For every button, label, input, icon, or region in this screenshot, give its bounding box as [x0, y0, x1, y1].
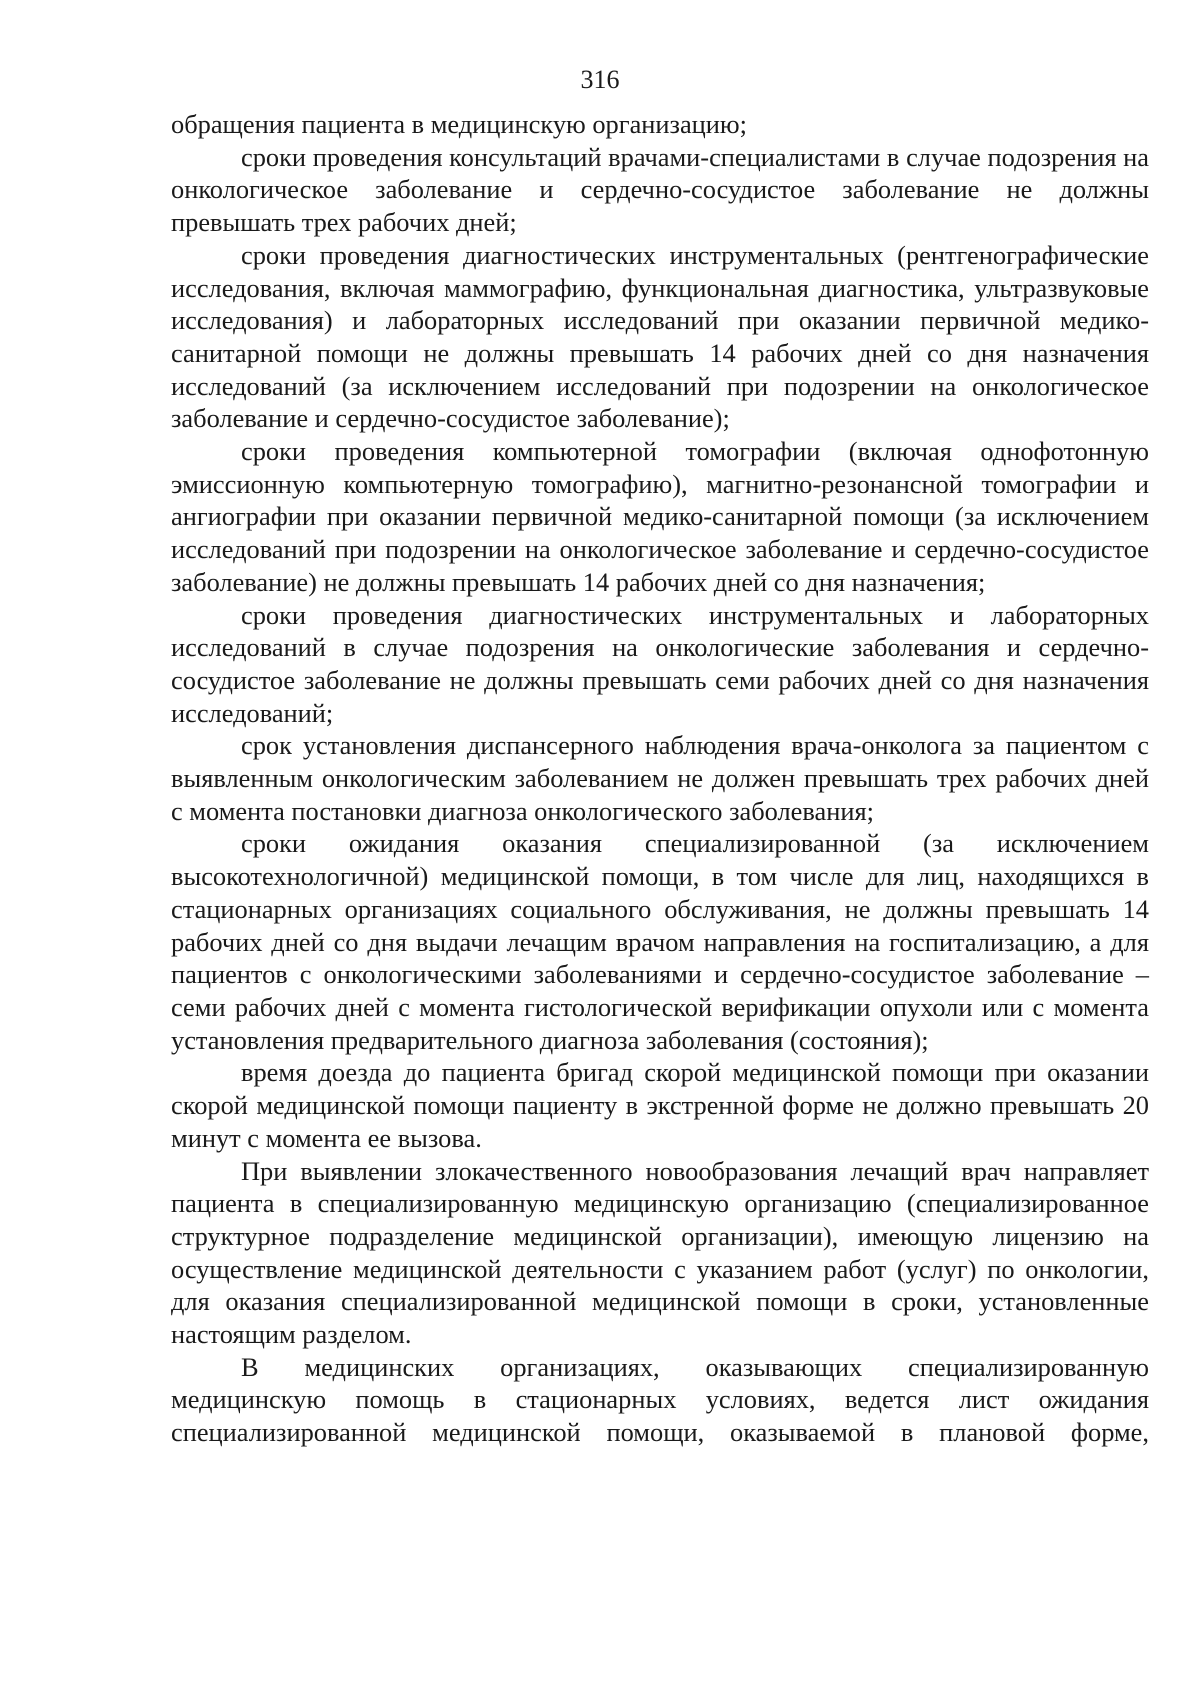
paragraph-tomography-terms: сроки проведения компьютерной томографии (включая однофотонную эмиссионную компьютерную томографию), магнитно-резонансной томографии и ангиографии при оказании первичной медико-санитарной помощи (за исключением исследований при подозрении на онкологическое заболевание и сердечно-сосудистое заболевание) не должны превышать 14 рабочих дней со дня назначения;	[171, 436, 1149, 597]
paragraph-oncologist-observation: срок установления диспансерного наблюдения врача-онколога за пациентом с выявленным онкологическим заболеванием не должен превышать трех рабочих дней с момента постановки диагноза онкологического заболевания;	[171, 730, 1149, 826]
paragraph-consultation-terms: сроки проведения консультаций врачами-специалистами в случае подозрения на онкологическое заболевание и сердечно-сосудистое заболевание не должны превышать трех рабочих дней;	[171, 141, 1149, 238]
paragraph-oncology-diagnostic-terms: сроки проведения диагностических инструментальных и лабораторных исследований в случае подозрения на онкологические заболевания и сердечно-сосудистое заболевание не должны превышать семи рабочих дней со дня назначения исследований;	[171, 599, 1149, 728]
paragraph-ambulance-arrival: время доезда до пациента бригад скорой медицинской помощи при оказании скорой медицинской помощи пациенту в экстренной форме не должно превышать 20 минут с момента ее вызова.	[171, 1057, 1149, 1153]
paragraph-continuation: обращения пациента в медицинскую организацию;	[171, 109, 747, 139]
document-body	[171, 108, 1149, 1449]
page-number: 316	[580, 65, 620, 94]
paragraph-diagnostic-terms: сроки проведения диагностических инструментальных (рентгенографические исследования, включая маммографию, функциональная диагностика, ультразвуковые исследования) и лабораторных исследований при оказании первичной медико-санитарной помощи не должны превышать 14 рабочих дней со дня назначения исследований (за исключением исследований при подозрении на онкологическое заболевание и сердечно-сосудистое заболевание);	[171, 239, 1149, 434]
paragraph-waiting-list: В медицинских организациях, оказывающих специализированную медицинскую помощь в стационарных условиях, ведется лист ожидания специализированной медицинской помощи, оказываемой в плановой форме,	[171, 1351, 1149, 1448]
paragraph-malignancy-referral: При выявлении злокачественного новообразования лечащий врач направляет пациента в специализированную медицинскую организацию (специализированное структурное подразделение медицинской организации), имеющую лицензию на осуществление медицинской деятельности с указанием работ (услуг) по онкологии, для оказания специализированной медицинской помощи в сроки, установленные настоящим разделом.	[171, 1155, 1149, 1350]
paragraph-specialized-care-waiting: сроки ожидания оказания специализированной (за исключением высокотехнологичной) медицинской помощи, в том числе для лиц, находящихся в стационарных организациях социального обслуживания, не должны превышать 14 рабочих дней со дня выдачи лечащим врачом направления на госпитализацию, а для пациентов с онкологическими заболеваниями и сердечно-сосудистое заболевание – семи рабочих дней с момента гистологической верификации опухоли или с момента установления предварительного диагноза заболевания (состояния);	[171, 828, 1149, 1055]
